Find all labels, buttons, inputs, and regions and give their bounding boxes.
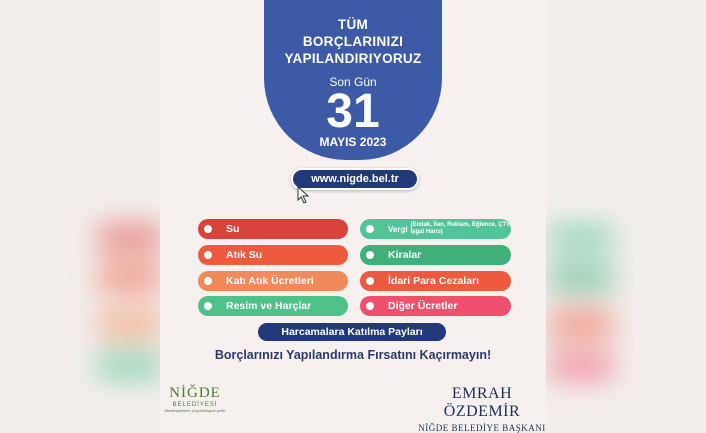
- municipality-logo: [160, 385, 230, 413]
- poster: [160, 0, 546, 431]
- website-link[interactable]: www.nigde.bel.tr: [291, 168, 419, 190]
- debt-item-kati-atik: [198, 271, 348, 291]
- debt-item-label: İdari Para Cezaları: [388, 275, 480, 287]
- bullet-icon: [362, 298, 378, 314]
- bullet-icon: [200, 247, 216, 263]
- blurred-background-right: [546, 0, 706, 431]
- logo-line-2: BELEDİYESİ: [172, 402, 218, 408]
- bullet-icon: [200, 221, 216, 237]
- deadline-day: 31: [326, 85, 380, 138]
- logo-line-3: Medeniyetlerin yüzyıllıkkaydı şehir: [164, 408, 226, 413]
- headline-line-3: YAPILANDIRIYORUZ: [284, 51, 422, 66]
- deadline-month: MAYIS 2023: [319, 135, 387, 149]
- last-day-label: Son Gün: [329, 75, 377, 89]
- debt-item-label: Atık Su: [226, 249, 263, 261]
- debt-item-label: Vergi: [388, 225, 408, 234]
- debt-item-vergi: [360, 219, 511, 239]
- debt-item-diger-ucretler: [360, 296, 511, 316]
- headline-line-1: TÜM: [337, 17, 369, 32]
- bullet-icon: [362, 221, 378, 237]
- debt-item-label: Katı Atık Ücretleri: [226, 275, 314, 287]
- bullet-icon: [200, 273, 216, 289]
- headline-line-2: BORÇLARINIZI: [302, 34, 404, 49]
- deadline-banner: [264, 0, 442, 160]
- mayor-title: NİĞDE BELEDİYE BAŞKANI: [418, 423, 546, 433]
- debt-item-label: Diğer Ücretler: [388, 300, 458, 312]
- slogan-text: Borçlarınızı Yapılandırma Fırsatını Kaçırmayın!: [214, 348, 492, 362]
- logo-line-1: NİĞDE: [169, 385, 221, 401]
- cursor-icon: [296, 186, 312, 204]
- payment-share-badge: Harcamalara Katılma Payları: [258, 323, 446, 341]
- blurred-background-left: [0, 0, 160, 431]
- debt-item-su: [198, 219, 348, 239]
- bullet-icon: [200, 298, 216, 314]
- debt-item-label: Resim ve Harçlar: [226, 300, 312, 312]
- debt-item-sublabel: (Emlak, İlan, Reklam, Eğlence, ÇTV, İşgal Harcı): [410, 222, 512, 236]
- debt-item-label: Su: [226, 223, 240, 235]
- mayor-name: EMRAH ÖZDEMİR: [443, 385, 521, 420]
- debt-item-label: Kiralar: [388, 249, 422, 261]
- debt-item-idari-para-cezalari: [360, 271, 511, 291]
- bullet-icon: [362, 247, 378, 263]
- debt-item-resim-harclar: [198, 296, 348, 316]
- bullet-icon: [362, 273, 378, 289]
- debt-item-atik-su: [198, 245, 348, 265]
- mayor-signature: [412, 385, 552, 433]
- debt-item-kiralar: [360, 245, 511, 265]
